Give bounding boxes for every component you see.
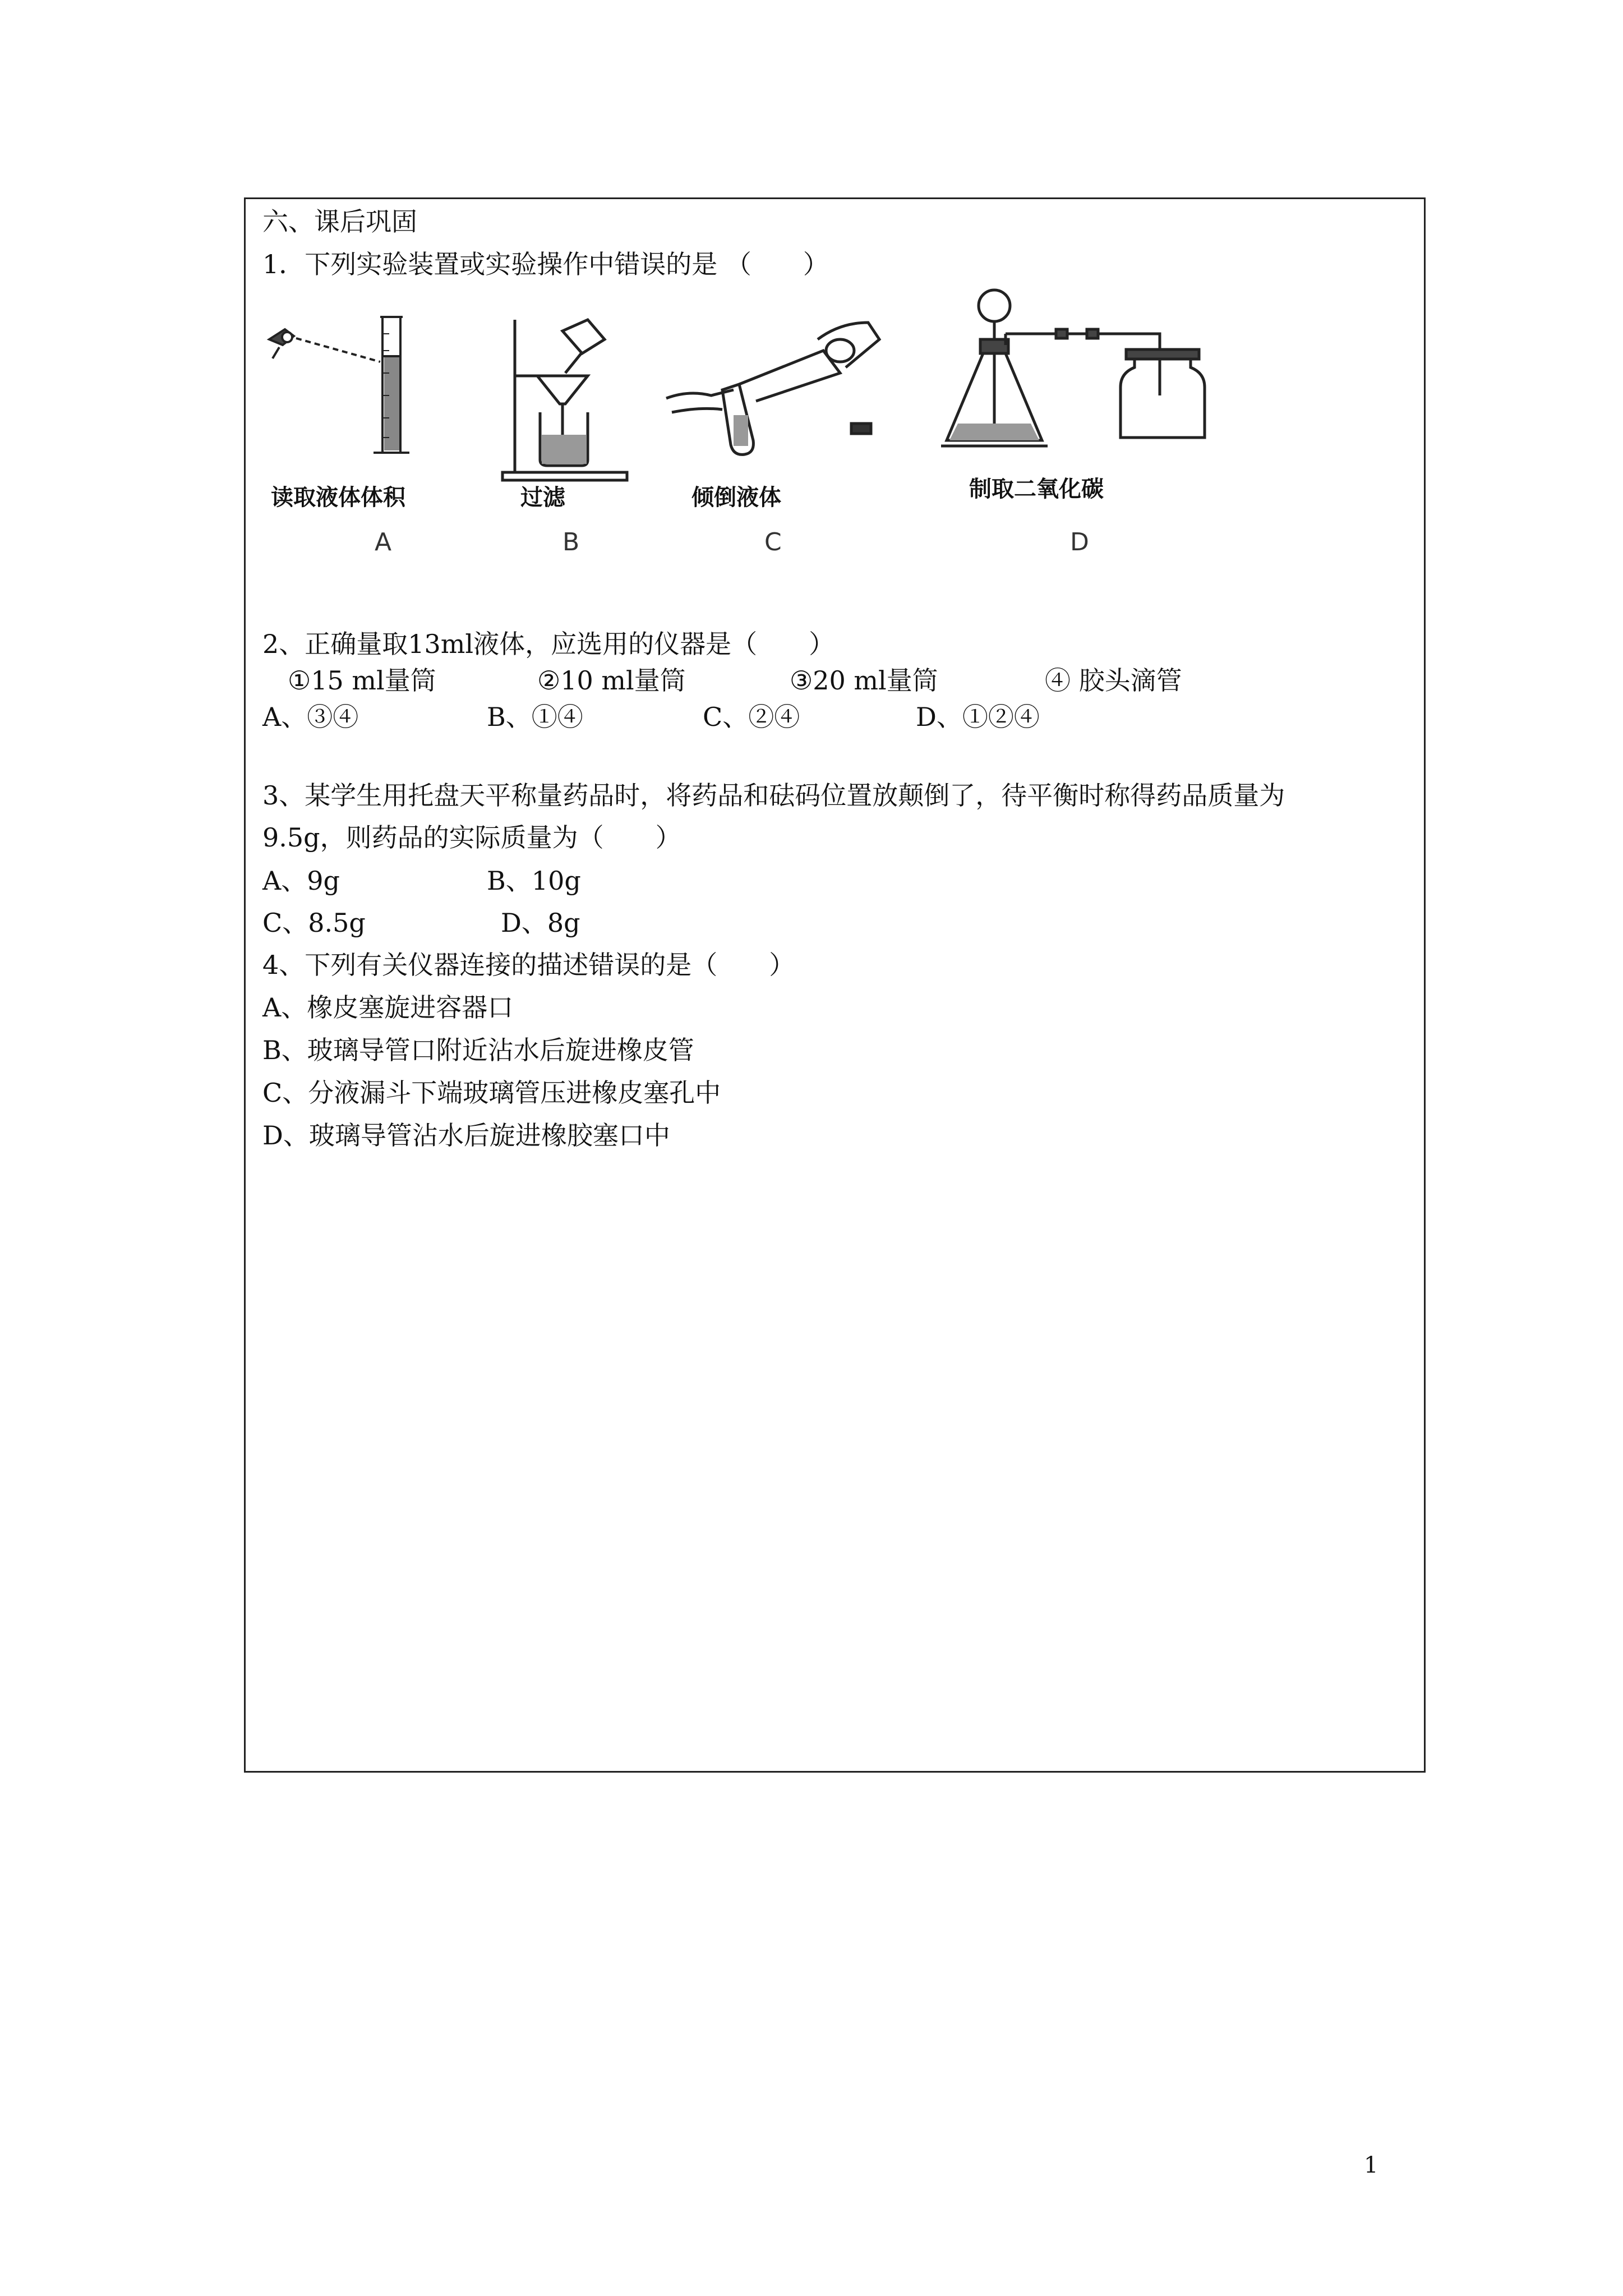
q1-stem: 1．下列实验装置或实验操作中错误的是 （ ） [262, 249, 829, 279]
q2-instrument-1: ①15 ml量筒 [288, 665, 436, 696]
q2-instrument-3: ③20 ml量筒 [790, 665, 938, 696]
section-title: 六、课后巩固 [262, 206, 417, 237]
figure-c-pouring [655, 306, 891, 485]
q3-option-a: A、9g [262, 866, 340, 896]
figure-b-filtration [498, 309, 644, 482]
figure-d-caption: 制取二氧化碳 [969, 476, 1104, 502]
q2-option-c: C、②④ [703, 702, 800, 732]
q3-option-c: C、8.5g [262, 908, 366, 938]
q2-option-b: B、①④ [487, 702, 583, 732]
q2-stem: 2、正确量取13ml液体，应选用的仪器是（ ） [262, 629, 835, 659]
figure-c-letter: C [764, 528, 782, 556]
exercise-box [244, 197, 1426, 1773]
q3-option-b: B、10g [487, 866, 581, 896]
page-number: 1 [1364, 2152, 1378, 2178]
q2-option-d: D、①②④ [916, 702, 1040, 732]
q4-stem: 4、下列有关仪器连接的描述错误的是（ ） [262, 950, 795, 980]
figure-b-caption: 过滤 [520, 485, 565, 510]
q4-option-c: C、分液漏斗下端玻璃管压进橡皮塞孔中 [262, 1078, 721, 1108]
figure-c-caption: 倾倒液体 [691, 485, 781, 510]
q4-option-b: B、玻璃导管口附近沾水后旋进橡皮管 [262, 1035, 694, 1065]
q2-option-a: A、③④ [262, 702, 359, 732]
q2-instrument-2: ②10 ml量筒 [537, 665, 686, 696]
figure-d-co2-apparatus [941, 283, 1210, 474]
q2-instrument-4: ④ 胶头滴管 [1045, 665, 1182, 696]
figure-a-cylinder-reading [262, 289, 442, 480]
figure-a-caption: 读取液体体积 [271, 485, 405, 510]
q3-stem-line-2: 9.5g，则药品的实际质量为（ ） [262, 822, 681, 853]
q3-option-d: D、8g [501, 908, 580, 938]
q4-option-a: A、橡皮塞旋进容器口 [262, 992, 514, 1023]
q3-stem-line-1: 3、某学生用托盘天平称量药品时，将药品和砝码位置放颠倒了，待平衡时称得药品质量为 [262, 780, 1285, 811]
figure-a-letter: A [375, 528, 392, 556]
figure-b-letter: B [562, 528, 580, 556]
q4-option-d: D、玻璃导管沾水后旋进橡胶塞口中 [262, 1120, 670, 1151]
figure-d-letter: D [1070, 528, 1089, 556]
